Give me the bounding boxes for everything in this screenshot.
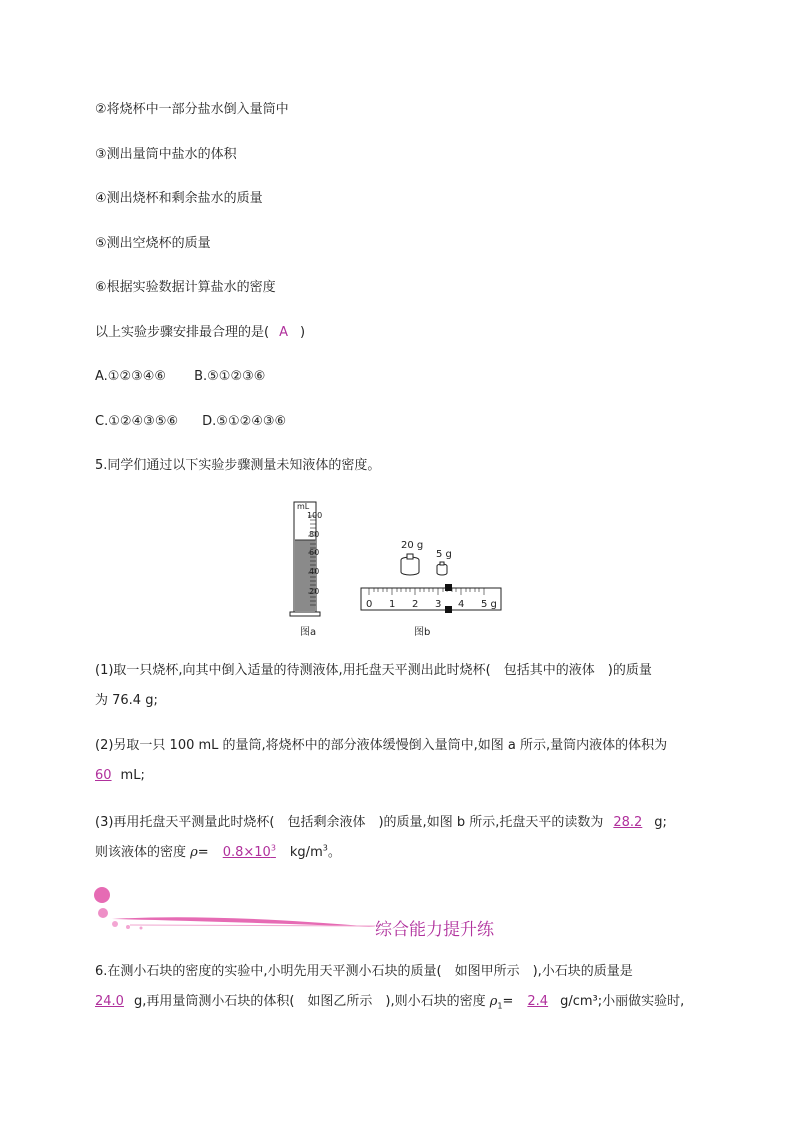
decor-dot-medium	[98, 908, 108, 918]
q5-part3b-before: 则该液体的密度	[95, 845, 191, 860]
equals-sign: =	[197, 845, 209, 860]
scale-label-0: 0	[366, 599, 373, 610]
q6-line2	[95, 993, 684, 1016]
scale-beam	[361, 588, 501, 610]
q5-part1-line1: (1)取一只烧杯,向其中倒入适量的待测液体,用托盘天平测出此时烧杯( 包括其中的液体 )的质量	[95, 663, 652, 678]
section-header-decoration	[90, 885, 380, 935]
weight-5g-label: 5 g	[436, 549, 452, 560]
q5-part2-line1: (2)另取一只 100 mL 的量筒,将烧杯中的部分液体缓慢倒入量筒中,如图 a 所示,量筒内液体的体积为	[95, 738, 668, 753]
decor-dot-tiny	[126, 925, 130, 929]
q5-part1-line2: 为 76.4 g;	[95, 693, 158, 708]
q6-mass-answer: 24.0	[95, 994, 124, 1009]
step-2: ②将烧杯中一部分盐水倒入量筒中	[95, 102, 289, 117]
q6-mid: g,再用量筒测小石块的体积( 如图乙所示 ),则小石块的密度	[133, 994, 490, 1009]
step-4: ④测出烧杯和剩余盐水的质量	[95, 191, 263, 206]
q6-density-answer: 2.4	[527, 994, 549, 1009]
q5-part2-line2	[95, 767, 145, 785]
cylinder-tick-80: 80	[309, 530, 320, 539]
caption-b: 图b	[414, 627, 431, 638]
q4-stem-before: 以上实验步骤安排最合理的是(	[95, 325, 270, 340]
cylinder-tick-100: 100	[307, 511, 323, 520]
scale-label-5g: 5 g	[481, 599, 497, 610]
q4-options-row2	[95, 413, 286, 431]
rho-symbol: ρ	[190, 845, 198, 860]
scale-label-1: 1	[389, 599, 396, 610]
caption-a: 图a	[300, 627, 317, 638]
weight-5g-shape	[437, 562, 447, 575]
decor-dot-large	[94, 887, 110, 903]
section-title: 综合能力提升练	[375, 920, 494, 940]
q5-density-answer	[223, 845, 276, 860]
q6-equals: =	[502, 994, 514, 1009]
density-unit-exponent: 3	[322, 843, 328, 853]
rider-bottom	[445, 606, 452, 613]
q5-part3-before: (3)再用托盘天平测量此时烧杯( 包括剩余液体 )的质量,如图 b 所示,托盘天平的读数为	[95, 815, 604, 830]
period: 。	[327, 845, 341, 860]
cylinder-unit: mL	[297, 502, 310, 511]
q4-answer: A	[279, 325, 288, 340]
q4-option-b: B.⑤①②③⑥	[194, 369, 266, 384]
step-3: ③测出量筒中盐水的体积	[95, 147, 237, 162]
scale-label-4: 4	[458, 599, 465, 610]
q6-rho-subscript: 1	[497, 1001, 503, 1011]
q4-option-d: D.⑤①②④③⑥	[202, 414, 287, 429]
q4-options-row1	[95, 368, 265, 386]
q6-rho-symbol: ρ	[489, 994, 498, 1009]
weight-20g-label: 20 g	[401, 540, 424, 551]
q4-option-a: A.①②③④⑥	[95, 369, 167, 384]
q4-stem-after: )	[299, 325, 306, 340]
density-base: 0.8×10	[222, 845, 271, 860]
q5-part3-line1	[95, 814, 667, 832]
scale-label-3: 3	[435, 599, 442, 610]
density-unit-base: kg/m	[289, 845, 323, 860]
decor-dot-mini	[140, 927, 143, 930]
cylinder-tick-40: 40	[309, 567, 320, 576]
q4-option-c: C.①②④③⑤⑥	[95, 414, 179, 429]
q5-part2-unit: mL;	[120, 768, 145, 783]
q5-part3-line2	[95, 844, 341, 862]
density-unit	[290, 845, 328, 860]
q5-part3-answer: 28.2	[613, 815, 643, 830]
decor-dot-small	[112, 921, 118, 927]
cylinder-tick-20: 20	[309, 587, 320, 596]
rider-top	[445, 584, 452, 591]
cylinder-tick-60: 60	[309, 548, 320, 557]
q5-part2-answer: 60	[95, 768, 112, 783]
q6-end: g/cm³;小丽做实验时,	[560, 994, 685, 1009]
q6-line1: 6.在测小石块的密度的实验中,小明先用天平测小石块的质量( 如图甲所示 ),小石块的质量是	[95, 964, 633, 979]
step-5: ⑤测出空烧杯的质量	[95, 236, 211, 251]
q4-stem	[95, 324, 305, 342]
step-6: ⑥根据实验数据计算盐水的密度	[95, 280, 276, 295]
q5-stem: 5.同学们通过以下实验步骤测量未知液体的密度。	[95, 458, 381, 473]
scale-label-2: 2	[412, 599, 419, 610]
weight-20g-shape	[401, 554, 419, 575]
q5-part3-unit: g;	[654, 815, 667, 830]
cylinder-base	[290, 612, 320, 616]
density-exponent: 3	[270, 843, 276, 853]
